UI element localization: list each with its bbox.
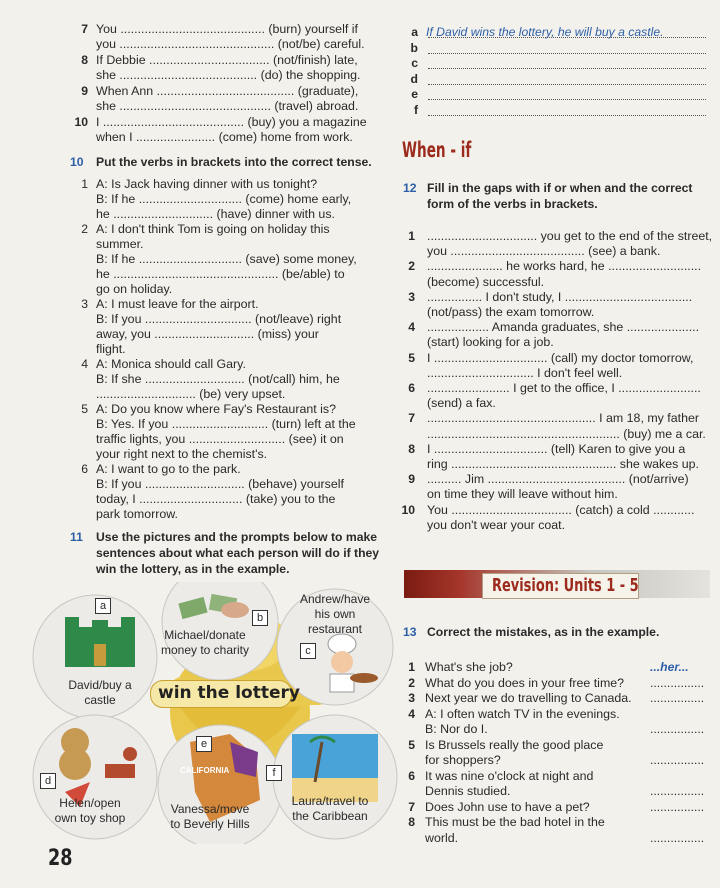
- item-number: 3: [408, 691, 415, 705]
- exercise-instruction-line: win the lottery, as in the example.: [96, 562, 290, 576]
- exercise-line: park tomorrow.: [96, 507, 178, 521]
- picture-caption-b: Michael/donate money to charity: [160, 628, 250, 657]
- exercise-instruction-line: Use the pictures and the prompts below to make: [96, 530, 378, 544]
- item-number: 4: [408, 706, 415, 721]
- answer-line: [428, 53, 706, 54]
- answer-line: [428, 99, 706, 100]
- exercise-number: 12: [403, 181, 417, 195]
- exercise-line: Is Brussels really the good place: [425, 737, 604, 752]
- exercise-line: ........................ I get to the office, I ........................: [427, 381, 701, 395]
- answer-letter: d: [410, 71, 418, 86]
- item-number: 10: [401, 502, 415, 517]
- exercise-line: I ......................................... (buy) you a magazine: [96, 115, 367, 129]
- item-number: 1: [81, 177, 88, 191]
- exercise-line: It was nine o'clock at night and: [425, 768, 594, 783]
- item-number: 2: [408, 259, 415, 274]
- answer-letter: b: [410, 40, 418, 55]
- item-number: 5: [81, 402, 88, 416]
- exercise-line: I ................................. (call) my doctor tomorrow,: [427, 350, 694, 365]
- exercise-line: ................ I don't study, I .....................................: [427, 289, 693, 304]
- exercise-line: ............................. (be) very upset.: [96, 387, 286, 401]
- exercise-line: your right next to the chemist's.: [96, 447, 268, 461]
- picture-letter-d: d: [40, 773, 56, 789]
- picture-letter-b: b: [252, 610, 268, 626]
- answer-blank: ................: [650, 722, 705, 736]
- exercise-line: When Ann ........................................ (graduate),: [96, 84, 359, 98]
- exercise-line: he ............................. (have) dinner with us.: [96, 207, 335, 221]
- exercise-instruction: Put the verbs in brackets into the correct tense.: [96, 155, 372, 169]
- exercise-line: B: If you ............................... (not/leave) right: [96, 312, 342, 326]
- exercise-line: ................................ you get to the end of the street,: [427, 229, 713, 243]
- exercise-instruction-line: sentences about what each person will do if they: [96, 546, 380, 560]
- exercise-line: go on holiday.: [96, 282, 173, 296]
- exercise-line: B: Nor do I.: [425, 722, 488, 736]
- exercise-line: world.: [425, 830, 459, 845]
- exercise-line: summer.: [96, 237, 144, 251]
- exercise-line: Next year we do travelling to Canada.: [425, 691, 632, 705]
- item-number: 5: [408, 737, 415, 752]
- exercise-line: A: I often watch TV in the evenings.: [425, 706, 620, 721]
- exercise-number: 11: [70, 530, 83, 544]
- item-number: 2: [408, 675, 415, 690]
- map-label: CALIFORNIA: [180, 766, 230, 775]
- exercise-instruction-line: form of the verbs in brackets.: [427, 197, 598, 211]
- item-number: 6: [81, 462, 88, 476]
- answer-line: [428, 37, 706, 38]
- exercise-line: A: Monica should call Gary.: [96, 357, 246, 371]
- answer-blank: ................: [650, 784, 705, 798]
- exercise-line: ........................................................ (buy) me a car.: [427, 426, 706, 441]
- item-number: 9: [408, 472, 415, 487]
- section-heading-when-if: When - if: [402, 138, 472, 162]
- exercise-line: What do you does in your free time?: [425, 675, 625, 690]
- exercise-line: B: If he .............................. (save) some money,: [96, 252, 357, 266]
- castle-icon: [65, 617, 135, 667]
- exercise-instruction-line: Fill in the gaps with if or when and the correct: [427, 181, 693, 195]
- item-number: 9: [81, 84, 88, 98]
- exercise-line: What's she job?: [425, 660, 513, 674]
- beach-icon: [292, 734, 378, 802]
- item-number: 4: [408, 320, 415, 335]
- exercise-number: 13: [403, 625, 417, 639]
- exercise-line: You .......................................... (burn) yourself if: [96, 22, 358, 36]
- exercise-line: A: Is Jack having dinner with us tonight?: [96, 177, 318, 191]
- item-number: 2: [81, 222, 88, 236]
- item-number: 8: [408, 815, 415, 829]
- picture-letter-a: a: [95, 598, 111, 614]
- exercise-line: A: I want to go to the park.: [96, 462, 241, 476]
- page-number: 28: [48, 846, 73, 871]
- exercise-line: A: I must leave for the airport.: [96, 297, 259, 311]
- win-the-lottery-label: win the lottery: [158, 683, 300, 703]
- picture-letter-f: f: [266, 765, 282, 781]
- exercise-line: she ........................................ (do) the shopping.: [96, 68, 361, 82]
- exercise-line: you ............................................. (not/be) careful.: [96, 37, 365, 51]
- exercise-instruction: Correct the mistakes, as in the example.: [427, 625, 660, 639]
- exercise-line: away, you ............................. (miss) your: [96, 327, 319, 341]
- exercise-line: (start) looking for a job.: [427, 335, 554, 350]
- exercise-line: ................................................. I am 18, my father: [427, 411, 699, 426]
- picture-letter-c: c: [300, 643, 316, 659]
- item-number: 1: [408, 229, 415, 243]
- picture-caption-f: Laura/travel to the Caribbean: [291, 794, 369, 823]
- exercise-line: Dennis studied.: [425, 784, 511, 798]
- exercise-line: ...................... he works hard, he ...........................: [427, 259, 702, 274]
- picture-letter-e: e: [196, 736, 212, 752]
- exercise-line: (not/pass) the exam tomorrow.: [427, 305, 595, 319]
- exercise-line: B: If she ............................. (not/call) him, he: [96, 372, 340, 386]
- exercise-line: for shoppers?: [425, 753, 501, 767]
- exercise-line: .................. Amanda graduates, she .....................: [427, 320, 700, 335]
- picture-caption-c: Andrew/have his own restaurant: [299, 592, 371, 636]
- exercise-line: flight.: [96, 342, 126, 356]
- exercise-line: on time they will leave without him.: [427, 487, 618, 502]
- exercise-line: (send) a fax.: [427, 396, 496, 411]
- exercise-line: you don't wear your coat.: [427, 517, 566, 532]
- item-number: 10: [74, 115, 88, 129]
- item-number: 3: [81, 297, 88, 311]
- exercise-line: ring ................................................ she wakes up.: [427, 457, 699, 471]
- picture-caption-a: David/buy a castle: [68, 678, 132, 707]
- exercise-line: today, I .............................. (take) you to the: [96, 492, 336, 506]
- answer-letter: a: [411, 25, 418, 39]
- exercise-line: he ................................................ (be/able) to: [96, 267, 345, 281]
- answer-blank: ................: [650, 691, 705, 705]
- exercise-line: you ....................................... (see) a bank.: [427, 244, 661, 259]
- answer-line: [428, 84, 706, 85]
- answer-blank: ................: [650, 675, 705, 690]
- exercise-line: .......... Jim ........................................ (not/arrive): [427, 472, 689, 487]
- answer-line: [428, 115, 706, 116]
- item-number: 7: [81, 22, 88, 36]
- answer-blank: ................: [650, 753, 705, 767]
- exercise-line: Does John use to have a pet?: [425, 799, 590, 814]
- answer-blank: ................: [650, 830, 705, 845]
- exercise-line: A: Do you know where Fay's Restaurant is?: [96, 402, 336, 416]
- exercise-line: A: I don't think Tom is going on holiday this: [96, 222, 330, 236]
- revision-heading: Revision: Units 1 - 5: [492, 575, 639, 596]
- item-number: 5: [408, 350, 415, 365]
- answer-letter: f: [413, 102, 418, 117]
- exercise-line: This must be the bad hotel in the: [425, 815, 605, 829]
- picture-caption-e: Vanessa/move to Beverly Hills: [170, 802, 250, 831]
- item-number: 4: [81, 357, 88, 371]
- answer-letter: e: [411, 87, 418, 101]
- item-number: 8: [408, 441, 415, 456]
- item-number: 1: [408, 660, 415, 674]
- exercise-line: she ............................................ (travel) abroad.: [96, 99, 359, 113]
- exercise-line: (become) successful.: [427, 274, 545, 289]
- exercise-line: B: If he .............................. (come) home early,: [96, 192, 352, 206]
- exercise-line: ............................... I don't feel well.: [427, 365, 623, 380]
- exercise-line: traffic lights, you ............................ (see) it on: [96, 432, 344, 446]
- exercise-line: You ................................... (catch) a cold ............: [427, 502, 695, 517]
- exercise-line: I ................................. (tell) Karen to give you a: [427, 441, 686, 456]
- answer-blank: ................: [650, 799, 705, 814]
- item-number: 6: [408, 768, 415, 783]
- answer-example: If David wins the lottery, he will buy a castle.: [426, 25, 664, 39]
- picture-caption-d: Helen/open own toy shop: [54, 796, 126, 825]
- exercise-line: B: If you ............................. (behave) yourself: [96, 477, 344, 491]
- item-number: 7: [408, 799, 415, 814]
- exercise-line: B: Yes. If you ............................ (turn) left at the: [96, 417, 356, 431]
- answer-letter: c: [411, 56, 418, 70]
- item-number: 7: [408, 411, 415, 426]
- exercise-line: If Debbie ................................... (not/finish) late,: [96, 53, 358, 67]
- exercise-line: when I ....................... (come) home from work.: [96, 130, 353, 144]
- item-number: 6: [408, 381, 415, 395]
- item-number: 3: [408, 289, 415, 304]
- exercise-number: 10: [70, 155, 84, 169]
- item-number: 8: [81, 53, 88, 67]
- answer-blank: ...her...: [650, 660, 689, 674]
- answer-line: [428, 68, 706, 69]
